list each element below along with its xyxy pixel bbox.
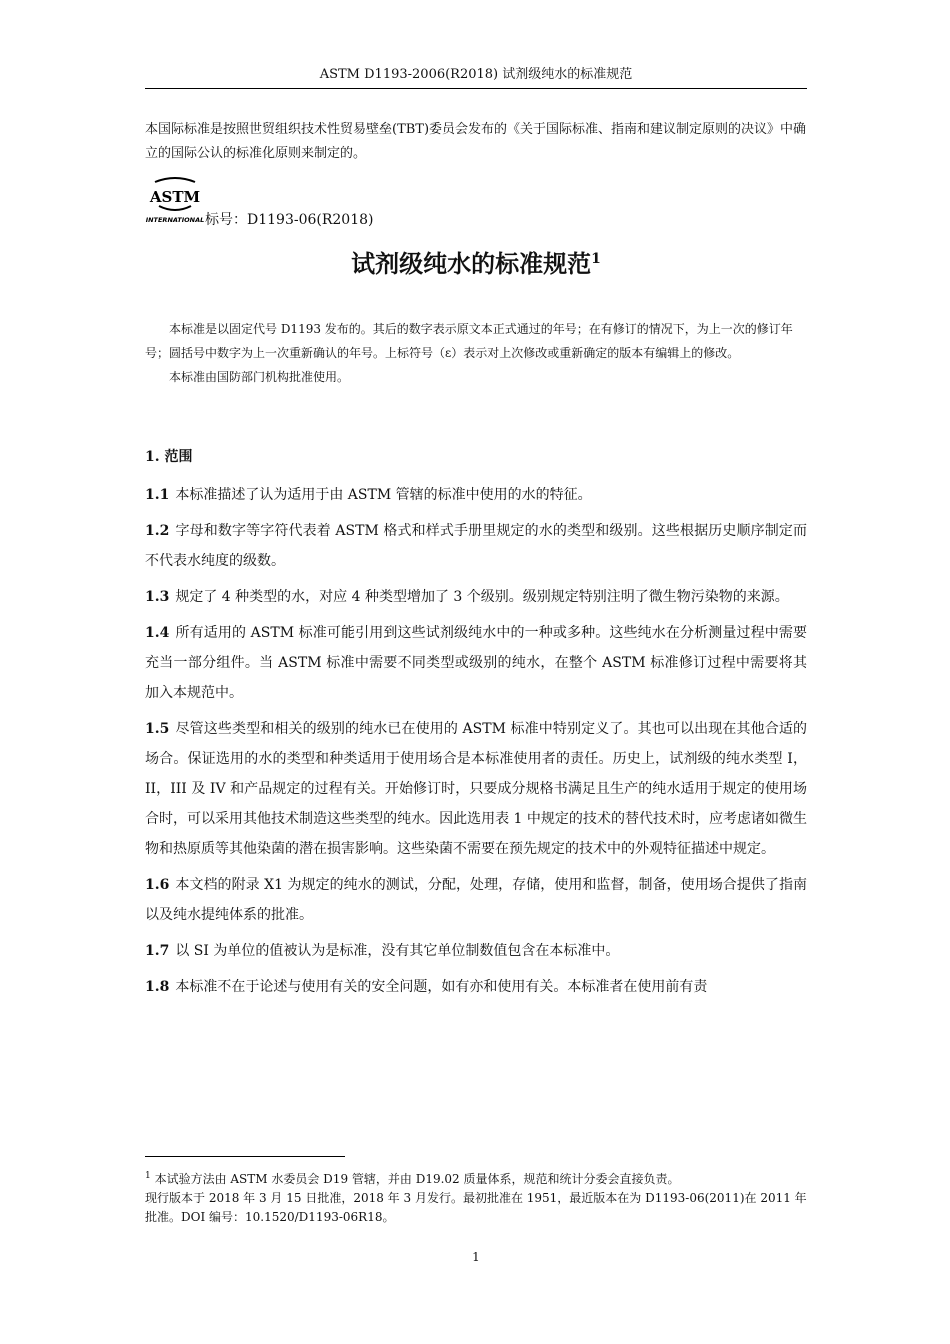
clause-number: 1.2 <box>145 523 170 539</box>
footnote-line-1 <box>145 1167 807 1189</box>
designation-number: 标号：D1193-06(R2018) <box>205 212 374 228</box>
clause-1-5 <box>145 714 807 864</box>
logo-caption-text: INTERNATIONAL <box>145 216 205 224</box>
clause-1-3 <box>145 582 807 612</box>
astm-logo-icon <box>145 176 205 226</box>
page-number: 1 <box>472 1250 480 1264</box>
scope-clauses <box>145 480 807 1008</box>
clause-text: 以 SI 为单位的值被认为是标准，没有其它单位制数值包含在本标准中。 <box>175 943 620 959</box>
footnotes <box>145 1167 807 1227</box>
header-rule <box>145 88 807 89</box>
footnote-marker: 1 <box>145 1171 151 1181</box>
clause-text: 规定了 4 种类型的水，对应 4 种类型增加了 3 个级别。级别规定特别注明了微生物污染物的来源。 <box>175 589 789 605</box>
clause-number: 1.8 <box>145 979 170 995</box>
clause-1-8 <box>145 972 807 1002</box>
clause-1-1 <box>145 480 807 510</box>
clause-1-6 <box>145 870 807 930</box>
footnote-rule <box>145 1156 345 1157</box>
clause-1-2 <box>145 516 807 576</box>
footnote-text-1: 本试验方法由 ASTM 水委员会 D19 管辖，并由 D19.02 质量体系，规范和统计分委会直接负责。 <box>154 1172 680 1186</box>
document-title <box>145 246 807 282</box>
clause-text: 尽管这些类型和相关的级别的纯水已在使用的 ASTM 标准中特别定义了。其也可以出现在其他合适的场合。保证选用的水的类型和种类适用于使用场合是本标准使用者的责任。历史上，试剂级的纯水类型 I，II，III 及 IV 和产品规定的过程有关。开始修订时，只要成分规格书满足且生产的纯水适用于规定的使用场合时，可以采用其他技术制造这些类型的纯水。因此选用表 1 中规定的技术的替代技术时，应考虑诸如微生物和热原质等其他染菌的潜在损害影响。这些染菌不需要在预先规定的技术中的外观特征描述中规定。 <box>145 721 807 857</box>
clause-1-4 <box>145 618 807 708</box>
clause-number: 1.5 <box>145 721 170 737</box>
notice-paragraph-1: 本标准是以固定代号 D1193 发布的。其后的数字表示原文本正式通过的年号；在有修订的情况下，为上一次的修订年号；圆括号中数字为上一次重新确认的年号。上标符号（ε）表示对上次修改或重新确定的版本有编辑上的修改。 <box>145 322 793 360</box>
clause-number: 1.7 <box>145 943 170 959</box>
title-footnote-ref: 1 <box>591 251 601 267</box>
clause-text: 本文档的附录 X1 为规定的纯水的测试，分配，处理，存储，使用和监督，制备，使用场合提供了指南以及纯水提纯体系的批准。 <box>145 877 807 923</box>
footnote-line-2: 现行版本于 2018 年 3 月 15 日批准，2018 年 3 月发行。最初批准在 1951，最近版本在为 D1193-06(2011)在 2011 年批准。DOI 编号：10.1520/D1193-06R18。 <box>145 1191 807 1224</box>
standard-notice <box>145 317 807 389</box>
clause-text: 本标准不在于论述与使用有关的安全问题，如有亦和使用有关。本标准者在使用前有责 <box>175 979 708 995</box>
clause-number: 1.6 <box>145 877 170 893</box>
preface-paragraph: 本国际标准是按照世贸组织技术性贸易壁垒(TBT)委员会发布的《关于国际标准、指南和建议制定原则的决议》中确立的国际公认的标准化原则来制定的。 <box>145 122 807 161</box>
clause-1-7 <box>145 936 807 966</box>
notice-paragraph-2: 本标准由国防部门机构批准使用。 <box>169 370 350 384</box>
clause-number: 1.1 <box>145 487 170 503</box>
clause-text: 所有适用的 ASTM 标准可能引用到这些试剂级纯水中的一种或多种。这些纯水在分析测量过程中需要充当一部分组件。当 ASTM 标准中需要不同类型或级别的纯水，在整个 ASTM 标准修订过程中需要将其加入本规范中。 <box>145 625 807 701</box>
clause-text: 本标准描述了认为适用于由 ASTM 管辖的标准中使用的水的特征。 <box>175 487 592 503</box>
section-heading-scope: 1. 范围 <box>145 449 193 465</box>
logo-mark-text: ASTM <box>149 188 201 206</box>
clause-text: 字母和数字等字符代表着 ASTM 格式和样式手册里规定的水的类型和级别。这些根据历史顺序制定而不代表水纯度的级数。 <box>145 523 807 569</box>
running-header: ASTM D1193-2006(R2018) 试剂级纯水的标准规范 <box>319 67 633 82</box>
astm-logo <box>145 176 205 226</box>
clause-number: 1.4 <box>145 625 170 641</box>
document-title-text: 试剂级纯水的标准规范 <box>351 249 592 278</box>
clause-number: 1.3 <box>145 589 170 605</box>
